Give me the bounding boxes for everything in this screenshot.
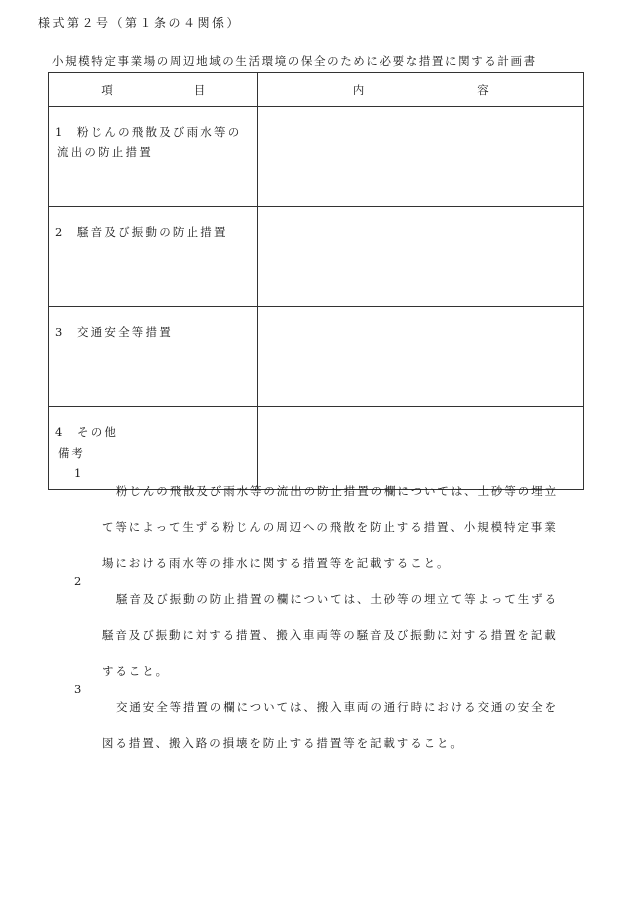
remark-item xyxy=(74,572,586,680)
table-header-row xyxy=(49,73,584,107)
item-cell xyxy=(49,207,258,307)
header-item-char: 項 xyxy=(101,82,113,97)
remark-line: 粉じんの飛散及び雨水等の流出の防止措置の欄については、土砂等の埋立 xyxy=(116,484,558,498)
remarks-title: 備考 xyxy=(58,446,85,460)
remark-item xyxy=(74,680,586,752)
remarks-section xyxy=(58,444,586,752)
header-item-char: 目 xyxy=(193,82,206,97)
item-number: 1 xyxy=(55,125,65,139)
content-cell[interactable] xyxy=(258,107,584,207)
remark-number: 3 xyxy=(74,682,84,696)
remark-line: て等によって生ずる粉じんの周辺への飛散を防止する措置、小規模特定事業 xyxy=(102,520,558,534)
remark-line: 騒音及び振動に対する措置、搬入車両等の騒音及び振動に対する措置を記載 xyxy=(102,628,558,642)
remark-item xyxy=(74,464,586,572)
item-number: 3 xyxy=(55,325,65,339)
form-number: 様式第２号（第１条の４関係） xyxy=(38,16,242,30)
remark-line: 図る措置、搬入路の損壊を防止する措置等を記載すること。 xyxy=(102,736,464,750)
plan-table xyxy=(48,72,584,490)
item-number: 4 xyxy=(55,425,65,439)
remark-number: 2 xyxy=(74,574,84,588)
table-row xyxy=(49,107,584,207)
item-label: 粉じんの飛散及び雨水等の xyxy=(77,125,242,139)
header-content-char: 内 xyxy=(352,82,365,97)
header-content xyxy=(258,73,584,107)
item-label: 騒音及び振動の防止措置 xyxy=(77,225,228,239)
document-title: 小規模特定事業場の周辺地域の生活環境の保全のために必要な措置に関する計画書 xyxy=(52,54,537,68)
remark-number: 1 xyxy=(74,466,84,480)
header-content-char: 容 xyxy=(477,82,489,97)
item-label-continued: 流出の防止措置 xyxy=(57,145,153,159)
table-row xyxy=(49,307,584,407)
item-number: 2 xyxy=(55,225,65,239)
table-row xyxy=(49,207,584,307)
remark-line: 交通安全等措置の欄については、搬入車両の通行時における交通の安全を xyxy=(116,700,558,714)
remark-line: すること。 xyxy=(102,664,169,678)
content-cell[interactable] xyxy=(258,307,584,407)
item-label: 交通安全等措置 xyxy=(77,325,173,339)
content-cell[interactable] xyxy=(258,207,584,307)
item-cell xyxy=(49,107,258,207)
item-cell xyxy=(49,307,258,407)
remark-line: 場における雨水等の排水に関する措置等を記載すること。 xyxy=(102,556,451,570)
remark-line: 騒音及び振動の防止措置の欄については、土砂等の埋立て等よって生ずる xyxy=(116,592,558,606)
item-label: その他 xyxy=(77,425,119,439)
header-item xyxy=(49,73,258,107)
